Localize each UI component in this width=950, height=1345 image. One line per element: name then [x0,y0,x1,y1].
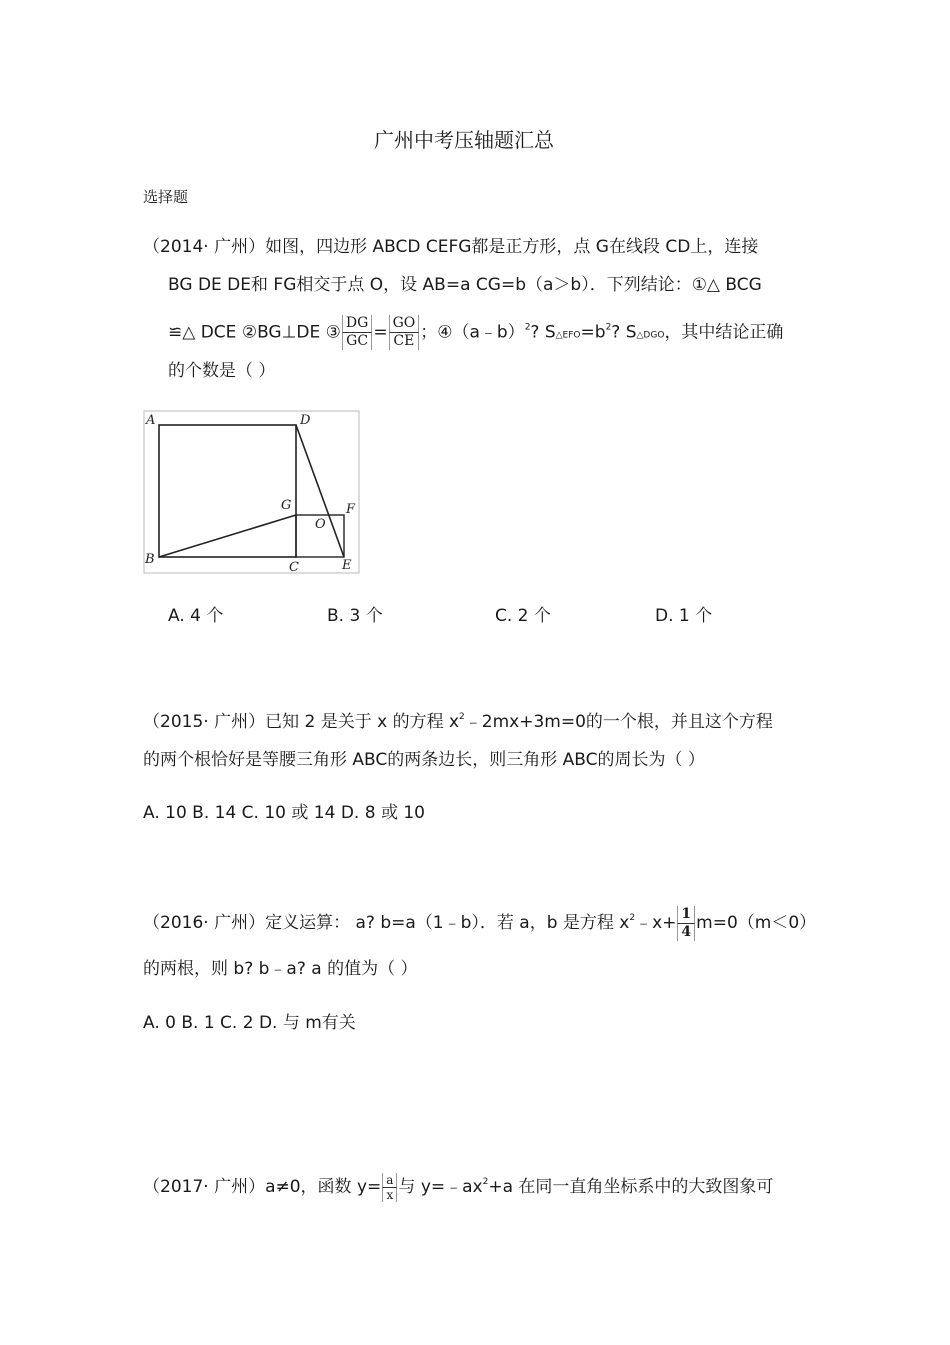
q2017-line1: （2017· 广州）a≠0，函数 y= $\frac{a}{x}$ 与 $y=﹣ax^2+a$ 在同一直角坐标系中的大致图象可 [143,1172,774,1202]
q2014-option-c: C. 2 个 [495,606,551,626]
fraction-one-quarter: $\frac{1}{4}$ [677,906,695,941]
fraction-a-over-x: $\frac{a}{x}$ [382,1173,397,1202]
label-G: G [281,498,292,513]
label-B: B [145,552,155,567]
q2014-line1: （2014· 广州）如图，四边形 ABCD CEFG都是正方形，点 G在线段 CD上，连接 [143,237,759,257]
label-C: C [289,560,299,575]
q2015-line1: （2015· 广州）已知 2 是关于 x 的方程 $x^2﹣2mx+3m=0$的一个根，并且这个方程 [143,712,773,732]
q2015-line2: 的两个根恰好是等腰三角形 ABC的两条边长，则三角形 ABC的周长为（ ） [143,750,705,770]
fraction-dg-gc: $\frac{DG}{GC}$ [342,315,372,350]
label-O: O [315,517,326,532]
q2014-option-b: B. 3 个 [327,606,383,626]
label-F: F [346,502,356,517]
q2014-line3: ≌△ DCE ②BG⊥DE ③ $\frac{DG}{GC}$ = $\frac{GO}{CE}$ ；④（a﹣b）$^2$? $S\triangle EFO=b^2$? S△DGO，其中结论正确 [168,315,784,349]
page-title: 广州中考压轴题汇总 [374,128,554,152]
q2015-options: A. 10 B. 14 C. 10 或 14 D. 8 或 10 [143,803,425,823]
q2016-options: A. 0 B. 1 C. 2 D. 与 m有关 [143,1013,356,1033]
label-A: A [146,413,156,428]
geometry-figure [143,410,361,575]
fraction-go-ce: $\frac{GO}{CE}$ [389,315,420,350]
label-E: E [342,558,352,573]
q2014-option-d: D. 1 个 [655,606,713,626]
q2016-line1: （2016· 广州）定义运算： a? b=a（1﹣b）．若 a，b 是方程 $x^2﹣x+$ $\frac{1}{4}$ m=0（m＜0） [143,905,817,940]
section-heading: 选择题 [143,188,189,206]
q2014-line4: 的个数是（ ） [168,361,276,381]
q2014-line2: BG DE DE和 FG相交于点 O，设 AB=a CG=b（a＞b）．下列结论：①△ BCG [168,275,762,295]
label-D: D [300,413,311,428]
q2016-line2: 的两根，则 b? b﹣a? a 的值为（ ） [143,959,418,979]
q2014-option-a: A. 4 个 [168,606,224,626]
